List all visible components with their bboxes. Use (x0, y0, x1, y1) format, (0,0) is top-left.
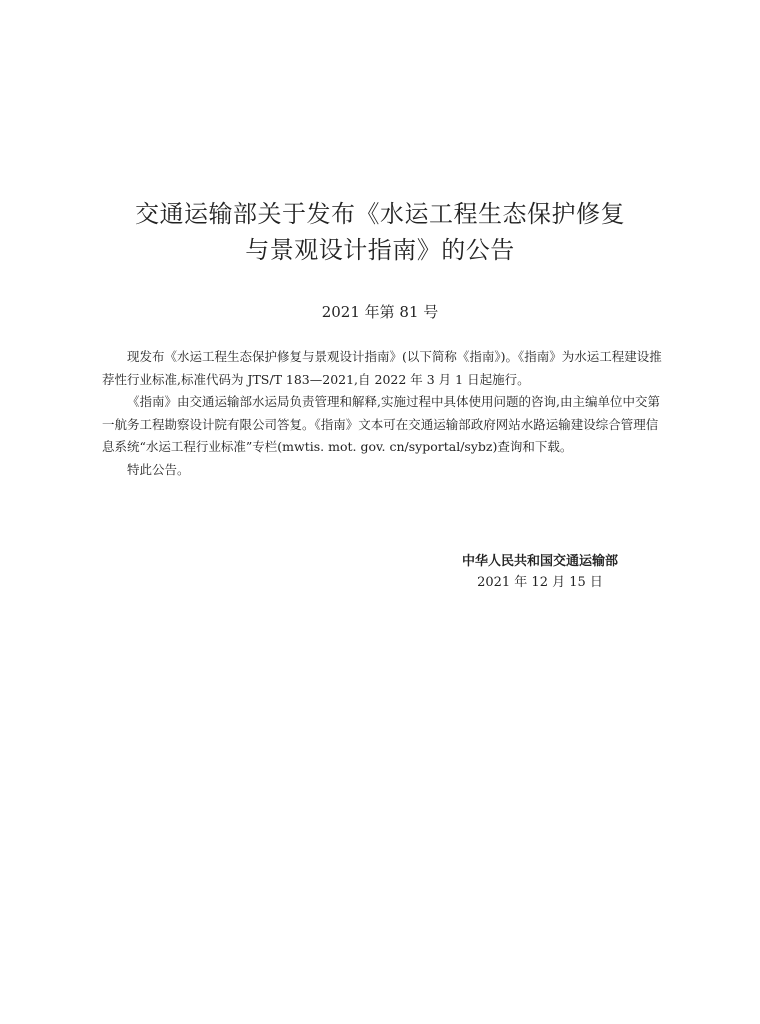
issuer-name: 中华人民共和国交通运输部 (461, 554, 618, 569)
announcement-title (100, 196, 660, 268)
document-number: 2021 年第 81 号 (321, 303, 439, 321)
body-paragraph-1: 现发布《水运工程生态保护修复与景观设计指南》(以下简称《指南》)。《指南》为水运工程建设推荐性行业标准,标准代码为 JTS/T 183—2021,自 2022 年 3 月 1 日起施行。 (102, 349, 662, 387)
title-line-1: 交通运输部关于发布《水运工程生态保护修复 (135, 200, 625, 228)
signature-block (420, 551, 660, 593)
body-paragraph-2: 《指南》由交通运输部水运局负责管理和解释,实施过程中具体使用问题的咨询,由主编单位中交第一航务工程勘察设计院有限公司答复。《指南》文本可在交通运输部政府网站水路运输建设综合管理信息系统“水运工程行业标准”专栏(mwtis. mot. gov. cn/syportal/sybz)查询和下载。 (102, 394, 660, 454)
body-paragraph-3: 特此公告。 (127, 461, 190, 477)
issue-date: 2021 年 12 月 15 日 (477, 575, 603, 590)
announcement-body (102, 346, 668, 481)
title-line-2: 与景观设计指南》的公告 (245, 236, 515, 264)
